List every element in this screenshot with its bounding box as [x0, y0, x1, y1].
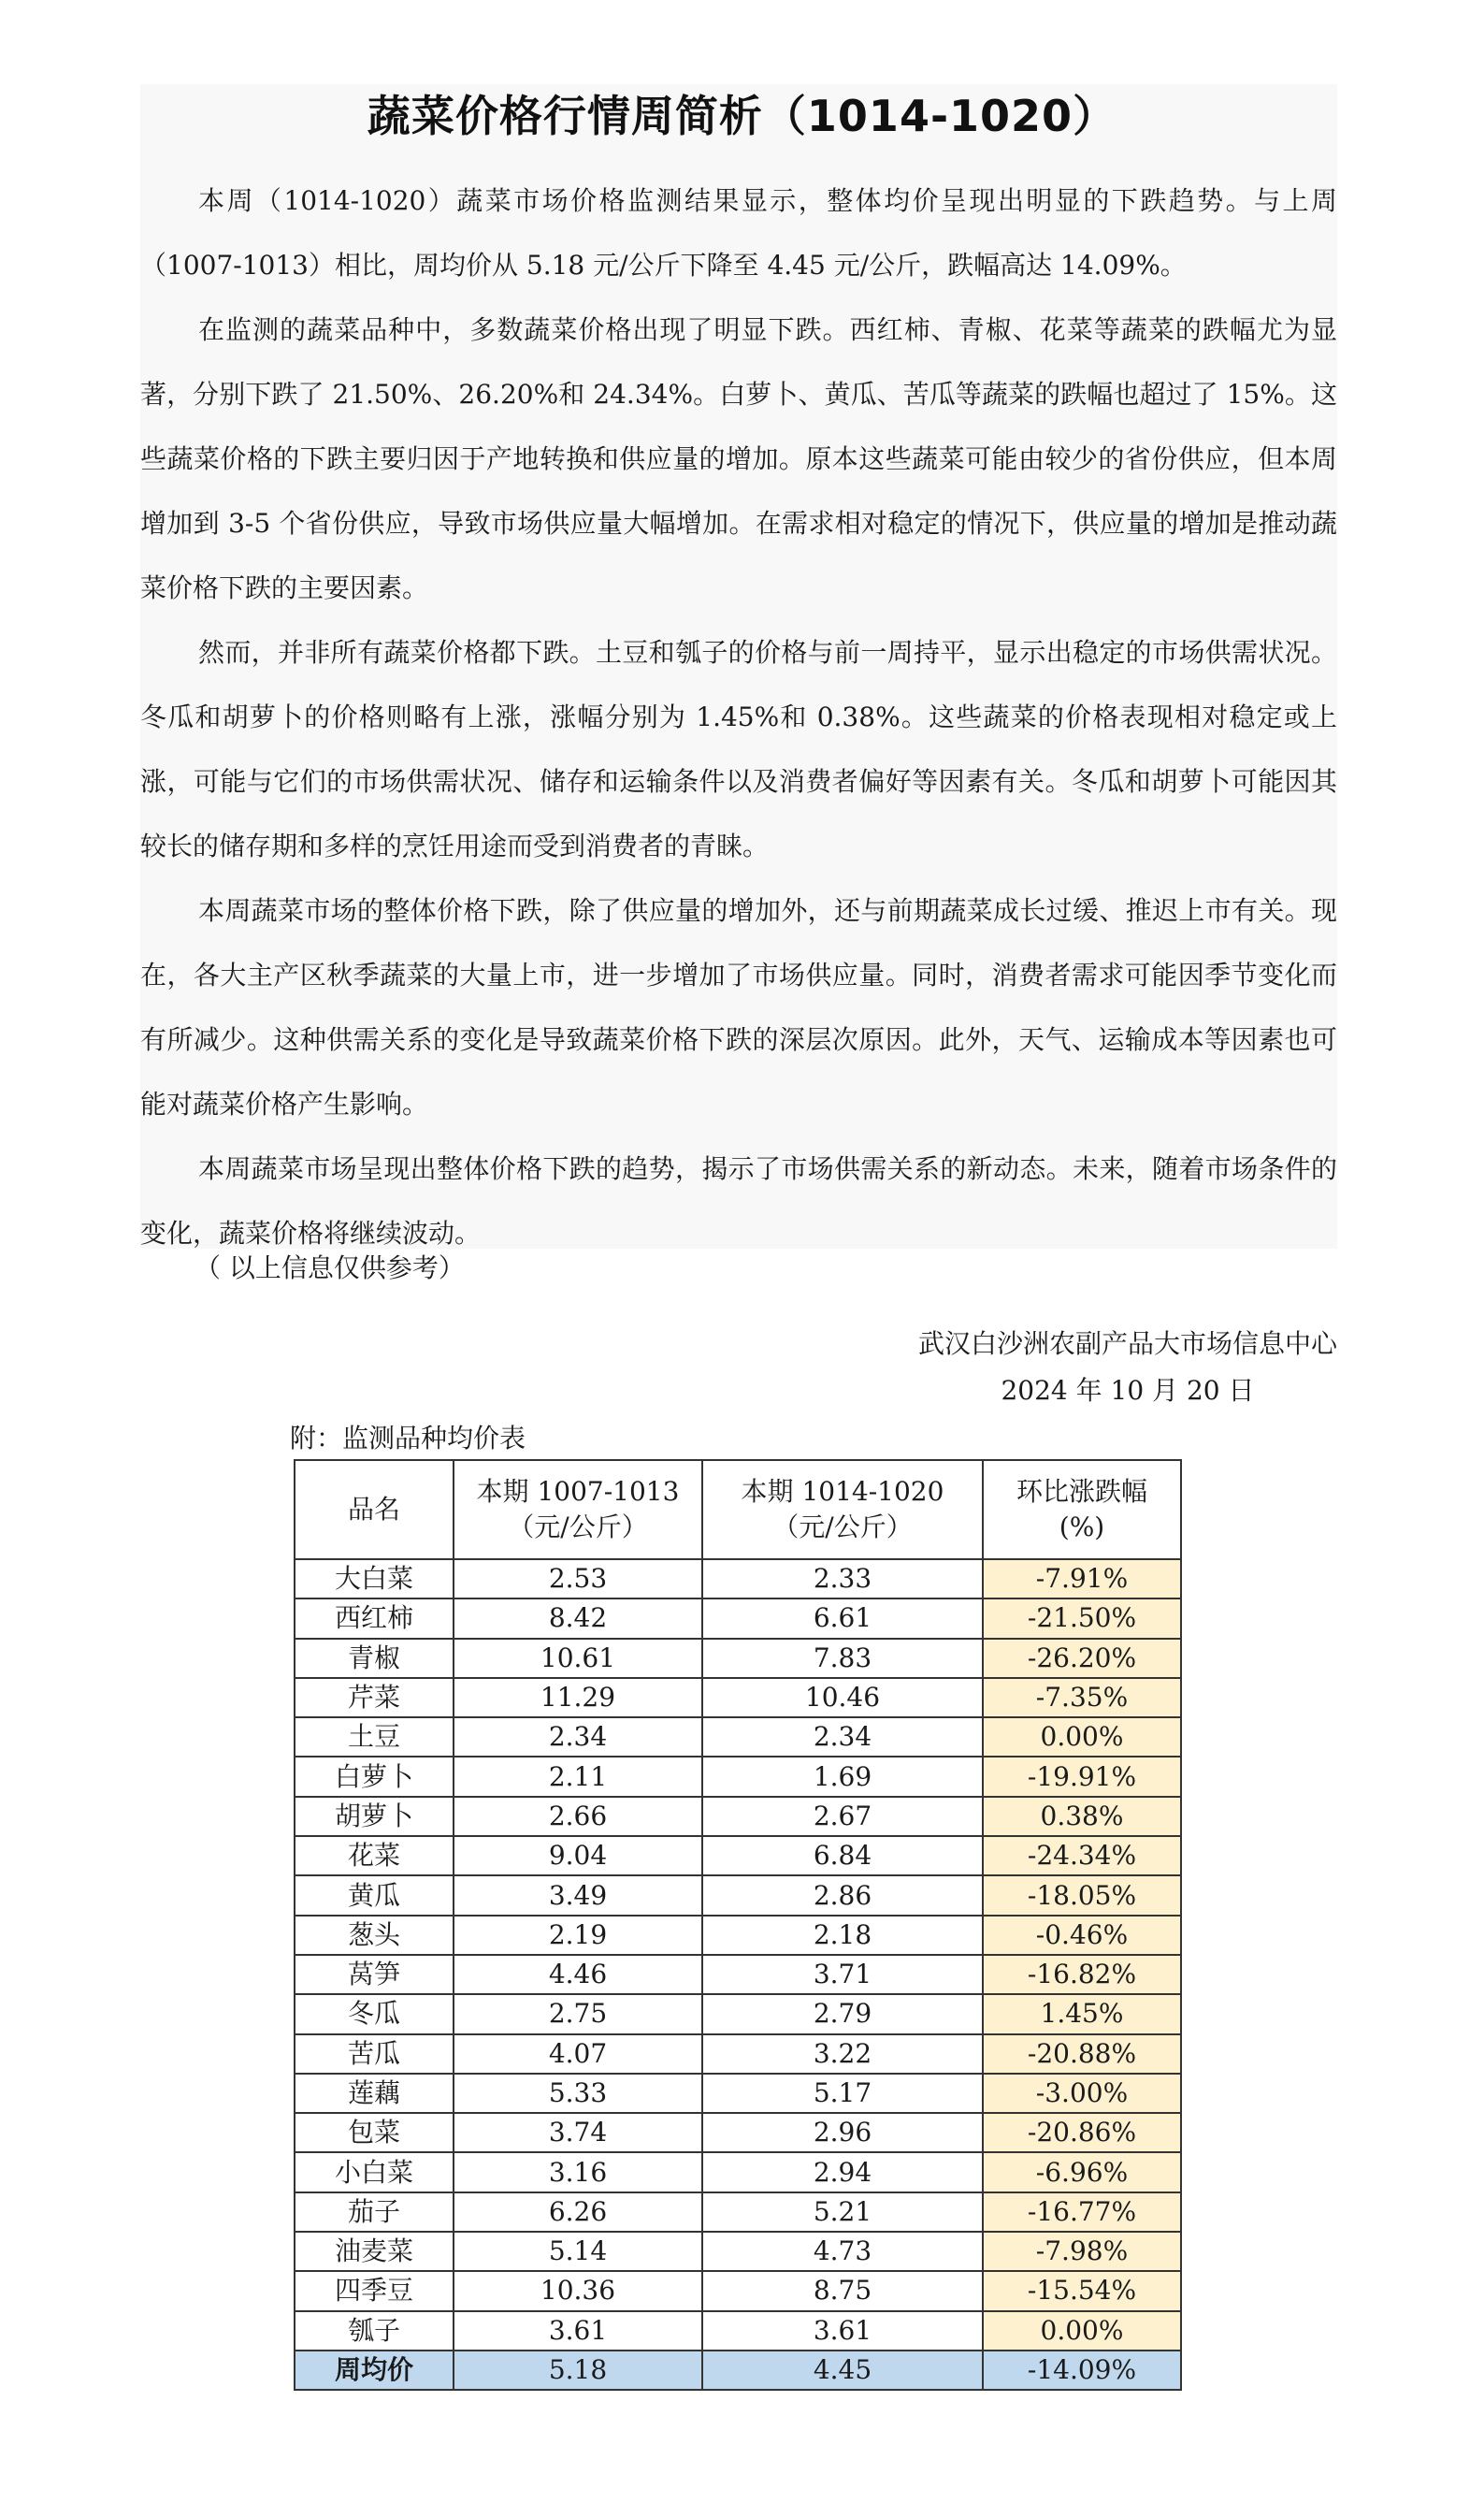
cell-change: -16.82%	[983, 1955, 1181, 1994]
cell-name: 花菜	[295, 1836, 454, 1875]
cell-name: 芹菜	[295, 1678, 454, 1717]
header-line: 环比涨跌幅	[1016, 1476, 1147, 1507]
cell-this-price: 2.79	[702, 1994, 983, 2033]
signature	[918, 1321, 1337, 1414]
table-row	[295, 1916, 1181, 1955]
cell-prev-price: 3.49	[454, 1875, 702, 1915]
table-row	[295, 1717, 1181, 1757]
cell-this-price: 3.71	[702, 1955, 983, 1994]
signature-org: 武汉白沙洲农副产品大市场信息中心	[917, 1328, 1337, 1359]
cell-name: 白萝卜	[295, 1757, 454, 1796]
cell-prev-price: 2.11	[454, 1757, 702, 1796]
header-change	[983, 1460, 1181, 1559]
cell-this-price: 6.84	[702, 1836, 983, 1875]
cell-change: 0.00%	[983, 2311, 1181, 2351]
disclaimer: （ 以上信息仅供参考）	[195, 1252, 465, 1283]
header-this-week	[702, 1460, 983, 1559]
table-row	[295, 2113, 1181, 2152]
cell-this-price: 1.69	[702, 1757, 983, 1796]
header-line: 品名	[347, 1494, 400, 1525]
cell-name: 四季豆	[295, 2271, 454, 2310]
cell-name: 冬瓜	[295, 1994, 454, 2033]
cell-change: -0.46%	[983, 1916, 1181, 1955]
cell-prev-price: 9.04	[454, 1836, 702, 1875]
price-table	[294, 1459, 1182, 2391]
cell-this-price: 5.17	[702, 2074, 983, 2113]
cell-change: -3.00%	[983, 2074, 1181, 2113]
cell-prev-price: 3.74	[454, 2113, 702, 2152]
report-body	[140, 168, 1337, 1266]
cell-name: 黄瓜	[295, 1875, 454, 1915]
cell-change: -7.35%	[983, 1678, 1181, 1717]
paragraph: 本周蔬菜市场呈现出整体价格下跌的趋势，揭示了市场供需关系的新动态。未来，随着市场条件的变化，蔬菜价格将继续波动。	[140, 1153, 1337, 1249]
cell-change: 1.45%	[983, 1994, 1181, 2033]
cell-this-price: 7.83	[702, 1639, 983, 1678]
header-unit: (%)	[1059, 1512, 1105, 1542]
cell-prev-price: 2.53	[454, 1559, 702, 1598]
cell-prev-price: 3.16	[454, 2152, 702, 2192]
cell-this-price: 4.45	[702, 2351, 983, 2390]
header-name	[295, 1460, 454, 1559]
paragraph: 本周（1014-1020）蔬菜市场价格监测结果显示，整体均价呈现出明显的下跌趋势。与上周（1007-1013）相比，周均价从 5.18 元/公斤下降至 4.45 元/公斤，跌幅高达 14.09%。	[140, 185, 1337, 281]
header-prev-week	[454, 1460, 702, 1559]
cell-prev-price: 3.61	[454, 2311, 702, 2351]
table-row	[295, 1836, 1181, 1875]
cell-name: 葱头	[295, 1916, 454, 1955]
cell-name: 小白菜	[295, 2152, 454, 2192]
cell-this-price: 10.46	[702, 1678, 983, 1717]
cell-this-price: 8.75	[702, 2271, 983, 2310]
cell-prev-price: 2.66	[454, 1797, 702, 1836]
table-row	[295, 2034, 1181, 2074]
table-row	[295, 1955, 1181, 1994]
cell-prev-price: 4.07	[454, 2034, 702, 2074]
appendix-caption: 附：监测品种均价表	[290, 1423, 526, 1454]
cell-name: 莲藕	[295, 2074, 454, 2113]
table-row	[295, 2152, 1181, 2192]
cell-change: -21.50%	[983, 1598, 1181, 1638]
cell-prev-price: 5.33	[454, 2074, 702, 2113]
cell-prev-price: 11.29	[454, 1678, 702, 1717]
cell-name: 包菜	[295, 2113, 454, 2152]
cell-change: -20.88%	[983, 2034, 1181, 2074]
cell-this-price: 2.94	[702, 2152, 983, 2192]
table-row	[295, 1639, 1181, 1678]
table-body	[295, 1559, 1181, 2390]
cell-this-price: 5.21	[702, 2192, 983, 2232]
cell-prev-price: 8.42	[454, 1598, 702, 1638]
cell-change: -26.20%	[983, 1639, 1181, 1678]
average-row	[295, 2351, 1181, 2390]
paragraph: 在监测的蔬菜品种中，多数蔬菜价格出现了明显下跌。西红柿、青椒、花菜等蔬菜的跌幅尤为显著，分别下跌了 21.50%、26.20%和 24.34%。白萝卜、黄瓜、苦瓜等蔬菜的跌幅也超过了 15%。这些蔬菜价格的下跌主要归因于产地转换和供应量的增加。原本这些蔬菜可能由较少的省份供应，但本周增加到 3-5 个省份供应，导致市场供应量大幅增加。在需求相对稳定的情况下，供应量的增加是推动蔬菜价格下跌的主要因素。	[140, 314, 1337, 603]
table-row	[295, 1797, 1181, 1836]
cell-name: 莴笋	[295, 1955, 454, 1994]
cell-prev-price: 2.75	[454, 1994, 702, 2033]
cell-name: 油麦菜	[295, 2232, 454, 2271]
cell-change: -15.54%	[983, 2271, 1181, 2310]
cell-change: -19.91%	[983, 1757, 1181, 1796]
cell-prev-price: 5.14	[454, 2232, 702, 2271]
cell-this-price: 2.67	[702, 1797, 983, 1836]
table-row	[295, 2271, 1181, 2310]
cell-this-price: 2.96	[702, 2113, 983, 2152]
cell-this-price: 2.34	[702, 1717, 983, 1757]
cell-prev-price: 10.61	[454, 1639, 702, 1678]
table-row	[295, 2232, 1181, 2271]
table-row	[295, 1598, 1181, 1638]
cell-name: 大白菜	[295, 1559, 454, 1598]
paragraph: 本周蔬菜市场的整体价格下跌，除了供应量的增加外，还与前期蔬菜成长过缓、推迟上市有关。现在，各大主产区秋季蔬菜的大量上市，进一步增加了市场供应量。同时，消费者需求可能因季节变化而有所减少。这种供需关系的变化是导致蔬菜价格下跌的深层次原因。此外，天气、运输成本等因素也可能对蔬菜价格产生影响。	[140, 895, 1337, 1120]
header-line: 本期 1007-1013	[476, 1476, 680, 1507]
cell-name: 茄子	[295, 2192, 454, 2232]
cell-name: 西红柿	[295, 1598, 454, 1638]
cell-prev-price: 10.36	[454, 2271, 702, 2310]
cell-this-price: 2.33	[702, 1559, 983, 1598]
table-row	[295, 1678, 1181, 1717]
signature-date: 2024 年 10 月 20 日	[1001, 1375, 1255, 1406]
cell-prev-price: 6.26	[454, 2192, 702, 2232]
cell-change: -24.34%	[983, 1836, 1181, 1875]
cell-this-price: 4.73	[702, 2232, 983, 2271]
cell-name: 苦瓜	[295, 2034, 454, 2074]
table-row	[295, 1875, 1181, 1915]
cell-name: 瓠子	[295, 2311, 454, 2351]
table-row	[295, 1994, 1181, 2033]
cell-name: 胡萝卜	[295, 1797, 454, 1836]
cell-this-price: 6.61	[702, 1598, 983, 1638]
cell-prev-price: 4.46	[454, 1955, 702, 1994]
cell-change: -16.77%	[983, 2192, 1181, 2232]
cell-change: 0.38%	[983, 1797, 1181, 1836]
header-unit: （元/公斤）	[508, 1512, 648, 1542]
cell-this-price: 3.22	[702, 2034, 983, 2074]
cell-prev-price: 2.34	[454, 1717, 702, 1757]
header-line: 本期 1014-1020	[741, 1476, 944, 1507]
table-row	[295, 2074, 1181, 2113]
header-unit: （元/公斤）	[772, 1512, 913, 1542]
table-header-row	[295, 1460, 1181, 1559]
cell-name: 青椒	[295, 1639, 454, 1678]
table-row	[295, 1757, 1181, 1796]
cell-prev-price: 2.19	[454, 1916, 702, 1955]
cell-change: -14.09%	[983, 2351, 1181, 2390]
cell-name: 周均价	[295, 2351, 454, 2390]
cell-change: -7.91%	[983, 1559, 1181, 1598]
table-row	[295, 2311, 1181, 2351]
cell-change: -7.98%	[983, 2232, 1181, 2271]
table-row	[295, 2192, 1181, 2232]
cell-change: -20.86%	[983, 2113, 1181, 2152]
cell-change: -18.05%	[983, 1875, 1181, 1915]
page-title: 蔬菜价格行情周简析（1014-1020）	[367, 91, 1117, 141]
cell-change: 0.00%	[983, 1717, 1181, 1757]
cell-this-price: 3.61	[702, 2311, 983, 2351]
cell-this-price: 2.86	[702, 1875, 983, 1915]
paragraph: 然而，并非所有蔬菜价格都下跌。土豆和瓠子的价格与前一周持平，显示出稳定的市场供需状况。冬瓜和胡萝卜的价格则略有上涨，涨幅分别为 1.45%和 0.38%。这些蔬菜的价格表现相对稳定或上涨，可能与它们的市场供需状况、储存和运输条件以及消费者偏好等因素有关。冬瓜和胡萝卜可能因其较长的储存期和多样的烹饪用途而受到消费者的青睐。	[140, 637, 1337, 861]
cell-prev-price: 5.18	[454, 2351, 702, 2390]
cell-name: 土豆	[295, 1717, 454, 1757]
cell-this-price: 2.18	[702, 1916, 983, 1955]
cell-change: -6.96%	[983, 2152, 1181, 2192]
table-row	[295, 1559, 1181, 1598]
